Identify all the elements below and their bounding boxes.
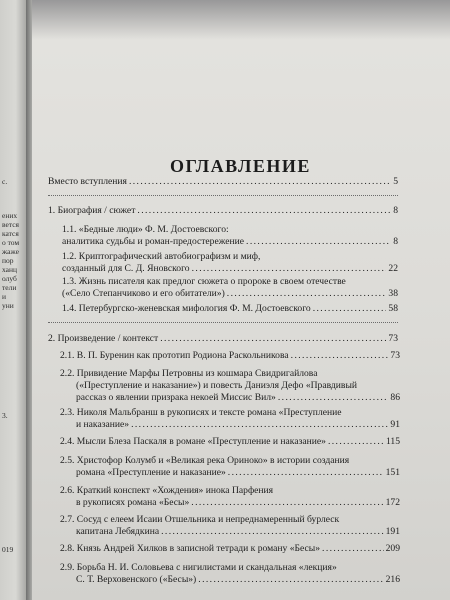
- toc-entry: [48, 333, 398, 345]
- toc-page-number: 86: [390, 392, 400, 403]
- left-page-fragment: 019: [2, 545, 14, 554]
- toc-entry: [62, 251, 398, 275]
- left-page-fragment: ханц: [2, 265, 18, 274]
- toc-entry-title: 1. Биография / сюжет: [48, 205, 136, 216]
- left-page-fragment: олуб: [2, 274, 17, 283]
- toc-entry: [60, 562, 400, 586]
- left-page-fragment: уни: [2, 301, 14, 310]
- left-page-fragment: ених: [2, 211, 18, 220]
- toc-entry: [62, 224, 398, 248]
- toc-entry: [48, 176, 398, 188]
- toc-entry-title: 2. Произведение / контекст: [48, 333, 159, 344]
- toc-page-number: 73: [388, 333, 398, 344]
- toc-entry-title: 2.7. Сосуд с елеем Исаии Отшельника и непреднамеренный бурлеск: [60, 514, 340, 525]
- toc-entry: [60, 455, 400, 479]
- left-page-fragment: и: [2, 292, 7, 301]
- toc-page-number: 8: [393, 205, 398, 216]
- toc-entry-title: 1.1. «Бедные люди» Ф. М. Достоевского:: [62, 224, 229, 235]
- toc-entry-title: 2.3. Николя Мальбранш в рукописях и тексте романа «Преступление: [60, 407, 342, 418]
- toc-page-number: 8: [393, 236, 398, 247]
- left-page-fragment: 3.: [2, 411, 8, 420]
- toc-page-number: 22: [388, 263, 398, 274]
- toc-page-number: 38: [388, 288, 398, 299]
- toc-entry: [60, 514, 400, 538]
- toc-entry: [60, 436, 400, 448]
- toc-page-number: 216: [385, 574, 400, 585]
- toc-entry: [60, 485, 400, 509]
- toc-entry-title-line: рассказ о явлении призрака некоей Миссис Вил»: [76, 392, 276, 403]
- toc-entry: [48, 205, 398, 217]
- toc-entry: [60, 543, 400, 555]
- toc-page-number: 151: [385, 467, 400, 478]
- toc-page-number: 5: [393, 176, 398, 187]
- left-page-fragment: катся: [2, 229, 19, 238]
- toc-entry-title-line: капитана Лебядкина: [76, 526, 160, 537]
- toc-entry-title-line: («Преступление и наказание») и повесть Даниэля Дефо «Правдивый: [76, 380, 358, 391]
- toc-page-number: 91: [390, 419, 400, 430]
- toc-entry-title: 1.2. Криптографический автобиографизм и миф,: [62, 251, 261, 262]
- toc-entry-title-line: созданный для С. Д. Яновского: [62, 263, 190, 274]
- toc-entry: [60, 350, 400, 362]
- toc-entry: [60, 368, 400, 404]
- toc-entry-title: 2.5. Христофор Колумб и «Великая река Ориноко» в истории создания: [60, 455, 350, 466]
- toc-page-number: 115: [385, 436, 400, 447]
- toc-entry-title: 2.1. В. П. Буренин как прототип Родиона Раскольникова: [60, 350, 289, 361]
- toc-entry: [60, 407, 400, 431]
- toc-entry-title: 2.9. Борьба Н. И. Соловьева с нигилистами и скандальная «лекция»: [60, 562, 337, 573]
- toc-entry-title-line: С. Т. Верховенского («Бесы»): [76, 574, 197, 585]
- left-page-fragment: о том: [2, 238, 20, 247]
- toc-entry-title: 1.4. Петербургско-женевская мифология Ф. М. Достоевского: [62, 303, 311, 314]
- toc-entry-title: 2.2. Привидение Марфы Петровны из кошмара Свидригайлова: [60, 368, 318, 379]
- toc-entry-title: 2.8. Князь Андрей Хилков в записной тетради к роману «Бесы»: [60, 543, 321, 554]
- toc-entry-title-line: и наказание»: [76, 419, 130, 430]
- left-page-fragment: вется: [2, 220, 19, 229]
- toc-page-number: 172: [385, 497, 400, 508]
- toc-entry-title-line: («Село Степанчиково и его обитатели»): [62, 288, 225, 299]
- toc-entry: [62, 276, 398, 300]
- toc-entry-title-line: в рукописях романа «Бесы»: [76, 497, 190, 508]
- toc-entry-title: Вместо вступления: [48, 176, 127, 187]
- toc-page-number: 73: [390, 350, 400, 361]
- left-page-fragment: пор: [2, 256, 14, 265]
- toc-entry-title-line: аналитика судьбы и роман-предостережение: [62, 236, 245, 247]
- left-page-fragment: жаже: [2, 247, 19, 256]
- toc-entry-title-line: романа «Преступление и наказание»: [76, 467, 226, 478]
- toc-page-number: 209: [385, 543, 400, 554]
- toc-entry: [62, 303, 398, 315]
- divider: [48, 322, 398, 324]
- left-page-fragment: тели: [2, 283, 17, 292]
- toc-page-number: 191: [385, 526, 400, 537]
- divider: [48, 195, 398, 197]
- toc-entry-title: 2.4. Мысли Блеза Паскаля в романе «Преступление и наказание»: [60, 436, 326, 447]
- left-page-fragment: с.: [2, 177, 8, 186]
- toc-page-number: 58: [388, 303, 398, 314]
- toc-entry-title: 1.3. Жизнь писателя как предлог сюжета о пророке в своем отечестве: [62, 276, 346, 287]
- page-title: ОГЛАВЛЕНИЕ: [170, 156, 311, 176]
- toc-entry-title: 2.6. Краткий конспект «Хождения» инока Парфения: [60, 485, 274, 496]
